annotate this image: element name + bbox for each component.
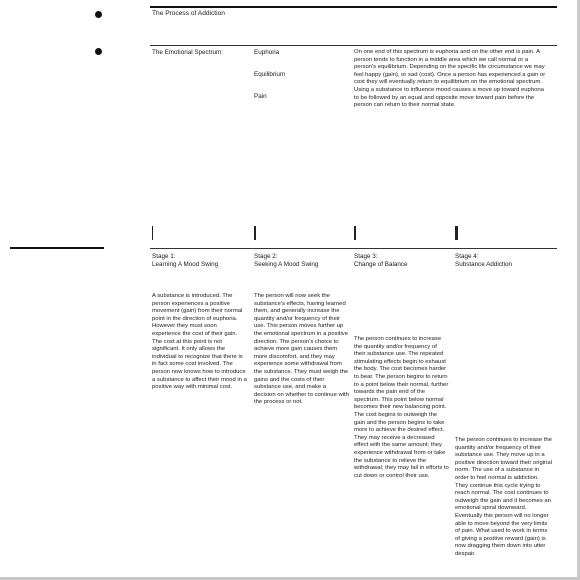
title-rule bbox=[150, 6, 557, 8]
page-title: The Process of Addiction bbox=[152, 10, 225, 17]
bullet-marker-spectrum bbox=[95, 48, 102, 55]
spectrum-level-pain: Pain bbox=[254, 93, 267, 100]
spectrum-level-equilibrium: Equilibrium bbox=[254, 71, 286, 78]
stages-rule bbox=[150, 248, 557, 249]
stage-1-intensity-bar bbox=[152, 226, 153, 240]
spectrum-level-euphoria: Euphoria bbox=[254, 49, 280, 56]
stage-2-number: Stage 2: bbox=[254, 253, 278, 260]
stage-4-name: Substance Addiction bbox=[455, 261, 513, 268]
stage-2-name: Seeking A Mood Swing bbox=[254, 261, 319, 268]
stage-4-intensity-bar bbox=[455, 226, 458, 240]
stage-2-description: The person will now seek the substance's effects, having learned them, and generally increase the quantity and/or frequency of their use. This person moves further up the emotional spectrum in a positive direction. The person's choice to achieve more gain causes them more discomfort, and they may experience some withdrawal from the substance. They must weigh the gains and the costs of their substance use, and make a decision on whether to continue with the process or not. bbox=[254, 293, 349, 406]
spectrum-description: On one end of this spectrum is euphoria and on the other end is pain. A person tends to function in a middle area which we call normal or a person's equilibrium. Depending on the specific life circumstance we may feel happy (gain), or sad (cost). Once a person has experienced a gain or cost they will eventually return to equilibrium on the emotional spectrum. Using a substance to influence mood causes a move up toward euphona to be followed by an equal and opposite move toward pain before the person can return to their normal state. bbox=[354, 49, 546, 109]
stage-4-number: Stage 4: bbox=[455, 253, 479, 260]
stage-3-description: The person continues to increase the quantity and/or frequency of their substance use. The repeated stimulating effects begin to exhaust the body. The cost becomes harder to bear. The person begins to return to a point below their normal, further towards the pain end of the spectrum. This point below normal becomes their new balancing point. The cost begins to outweigh the gain and the person begins to take more to achieve the desired effect. They may receive a decreased effect with the same amount; they experience withdrawal from or take the substance to relieve the withdrawal; they may fail in efforts to cut down or control their use. bbox=[354, 336, 449, 479]
stage-3-name: Change of Balance bbox=[354, 261, 408, 268]
stage-4-description: The person continues to increase the quantity and/or frequency of their substance use. They move up in a positive direction toward their original norm. The use of a substance in order to feel normal is addiction. They continue this cycle trying to reach normal. The cost continues to outweigh the gain and it becomes an emotional spiral downward. Eventually this person will no longer able to move beyond the very limits of pain. What used to work in terms of giving a positive reward (gain) is now dragging them down into utter despair. bbox=[455, 437, 552, 557]
stage-1-name: Learning A Mood Swing bbox=[152, 261, 219, 268]
stage-3-intensity-bar bbox=[354, 226, 356, 240]
bullet-marker-title bbox=[95, 11, 102, 18]
spectrum-rule bbox=[150, 45, 557, 46]
spectrum-label: The Emotional Spectrum: bbox=[152, 49, 224, 56]
stage-3-number: Stage 3: bbox=[354, 253, 378, 260]
left-section-rule bbox=[10, 247, 104, 249]
stage-1-number: Stage 1: bbox=[152, 253, 176, 260]
stage-2-intensity-bar bbox=[254, 226, 256, 240]
stage-1-description: A substance is introduced. The person experiences a positive movement (gain) from their normal point in the direction of euphoria. However they must soon experience the cost of their gain. The cost at this point is not significant. It only allows the individual to recognize that there is in fact some cost involved. The person now knows how to introduce a substance to affect their mood in a positive way with minimal cost. bbox=[152, 293, 247, 391]
